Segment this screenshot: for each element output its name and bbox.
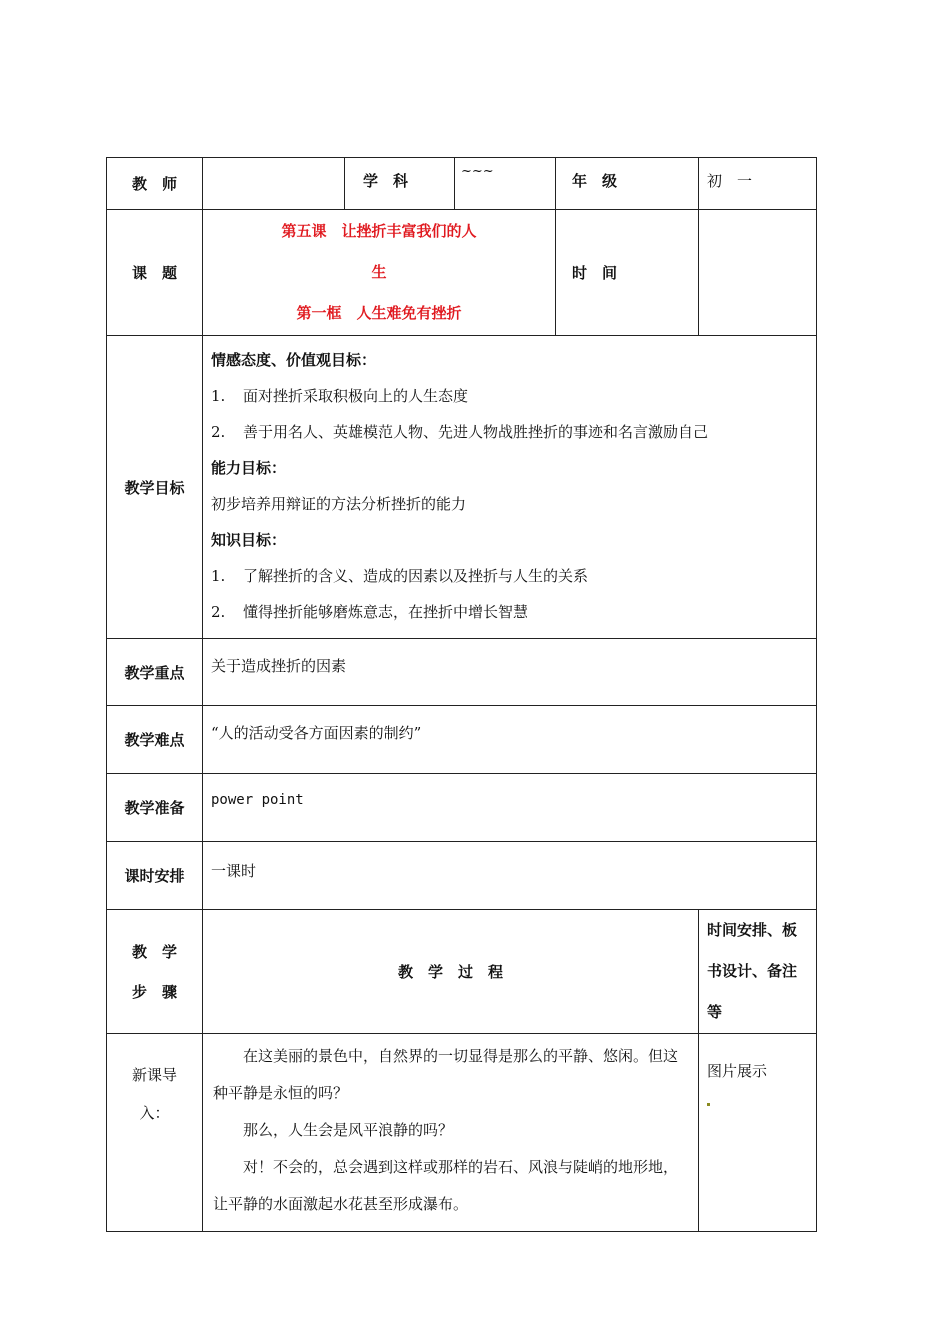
emotion-heading: 情感态度、价值观目标： <box>211 351 377 369</box>
notes-label-line3: 等 <box>707 1003 723 1021</box>
teacher-label: 教 师 <box>107 158 203 210</box>
topic-title-line1: 第五课 让挫折丰富我们的人 <box>281 222 477 240</box>
ability-heading: 能力目标： <box>211 459 287 477</box>
grade-label: 年 级 <box>556 158 699 210</box>
schedule-row <box>107 842 817 910</box>
objectives-label: 教学目标 <box>107 336 203 639</box>
objectives-content <box>203 336 817 639</box>
preparation-value: power point <box>203 774 817 842</box>
topic-row <box>107 210 817 336</box>
key-point-row <box>107 639 817 706</box>
intro-step-label <box>107 1034 203 1232</box>
difficulty-row <box>107 706 817 774</box>
time-label: 时 间 <box>556 210 699 336</box>
intro-step-line1: 新课导 <box>131 1066 177 1084</box>
topic-title-line2: 生 <box>371 263 387 281</box>
item-text: 善于用名人、英雄模范人物、先进人物战胜挫折的事迹和名言激励自己 <box>243 423 709 441</box>
item-number: 1. <box>211 387 226 405</box>
notes-label-line1: 时间安排、板 <box>707 921 798 939</box>
intro-step-line2: 入： <box>139 1104 170 1122</box>
notes-label-line2: 书设计、备注 <box>707 962 798 980</box>
subject-value: ~~~ <box>455 158 556 210</box>
preparation-row <box>107 774 817 842</box>
time-value <box>699 210 817 336</box>
intro-paragraph: 对！不会的，总会遇到这样或那样的岩石、风浪与陡峭的地形地，让平静的水面激起水花甚至形成瀑布。 <box>213 1158 679 1213</box>
item-number: 2. <box>211 603 226 621</box>
intro-row <box>107 1034 817 1232</box>
subject-label: 学 科 <box>345 158 455 210</box>
header-row <box>107 158 817 210</box>
notes-label <box>699 910 817 1034</box>
intro-note: 图片展示 <box>707 1062 768 1080</box>
bullet-dot-icon <box>707 1103 710 1106</box>
item-number: 1. <box>211 567 226 585</box>
process-header-row <box>107 910 817 1034</box>
knowledge-item-2 <box>211 594 808 630</box>
difficulty-value: “人的活动受各方面因素的制约” <box>203 706 817 774</box>
intro-paragraph: 那么，人生会是风平浪静的吗？ <box>243 1121 454 1139</box>
topic-label: 课 题 <box>107 210 203 336</box>
topic-title-line3: 第一框 人生难免有挫折 <box>296 304 462 322</box>
process-label: 教 学 过 程 <box>203 910 699 1034</box>
intro-content <box>203 1034 699 1232</box>
objectives-row <box>107 336 817 639</box>
topic-title <box>203 210 556 336</box>
emotion-item-2 <box>211 414 808 450</box>
intro-paragraph: 在这美丽的景色中，自然界的一切显得是那么的平静、悠闲。但这种平静是永恒的吗？ <box>213 1047 679 1102</box>
ability-text: 初步培养用辩证的方法分析挫折的能力 <box>211 495 467 513</box>
difficulty-label: 教学难点 <box>107 706 203 774</box>
steps-label-line1: 教 学 <box>131 942 177 961</box>
item-number: 2. <box>211 423 226 441</box>
knowledge-heading: 知识目标： <box>211 531 287 549</box>
lesson-plan-table <box>106 157 817 1232</box>
emotion-item-1 <box>211 378 808 414</box>
item-text: 懂得挫折能够磨炼意志，在挫折中增长智慧 <box>243 603 529 621</box>
steps-label-line2: 步 骤 <box>131 982 177 1001</box>
knowledge-item-1 <box>211 558 808 594</box>
steps-label <box>107 910 203 1034</box>
item-text: 了解挫折的含义、造成的因素以及挫折与人生的关系 <box>243 567 589 585</box>
key-point-value: 关于造成挫折的因素 <box>203 639 817 706</box>
preparation-label: 教学准备 <box>107 774 203 842</box>
schedule-value: 一课时 <box>203 842 817 910</box>
item-text: 面对挫折采取积极向上的人生态度 <box>243 387 469 405</box>
intro-note-cell <box>699 1034 817 1232</box>
schedule-label: 课时安排 <box>107 842 203 910</box>
key-point-label: 教学重点 <box>107 639 203 706</box>
grade-value: 初 一 <box>699 158 817 210</box>
teacher-value <box>203 158 345 210</box>
